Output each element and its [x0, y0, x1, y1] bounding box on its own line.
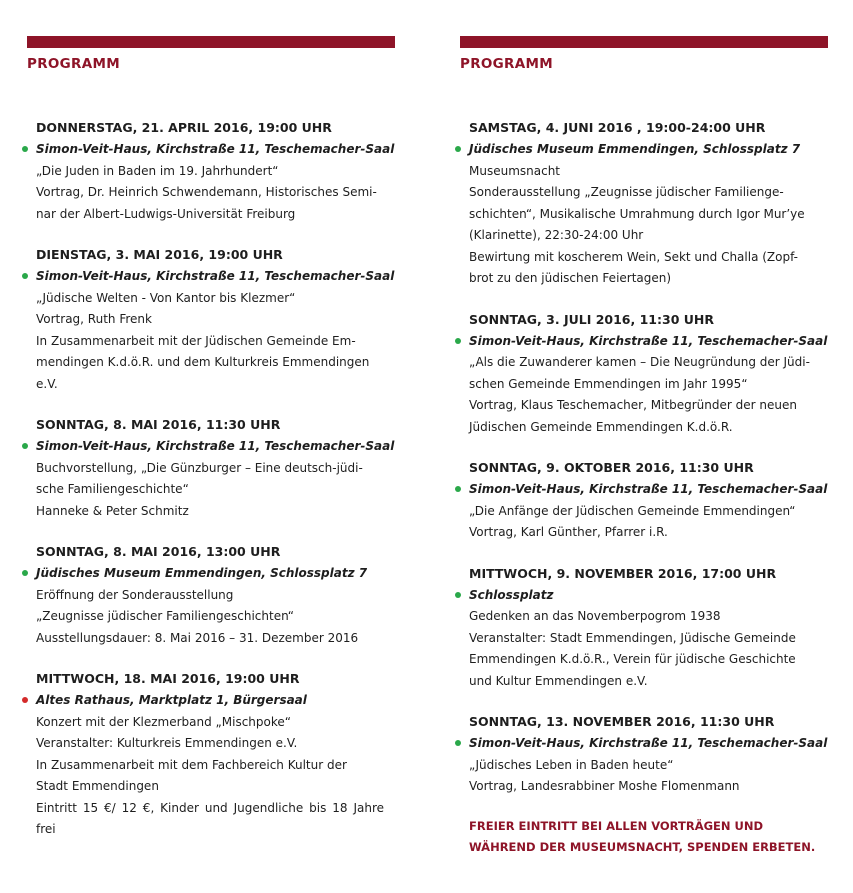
- event-description-line: Museumsnacht: [469, 163, 561, 178]
- event-venue-row: [469, 584, 817, 607]
- event-description-line: Stadt Emmendingen: [36, 779, 159, 793]
- event-description-line: „Zeugnisse jüdischer Familiengeschichten“: [36, 609, 295, 623]
- notice-line: FREIER EINTRITT BEI ALLEN VORTRÄGEN UND: [469, 818, 764, 833]
- event-description-line: und Kultur Emmendingen e.V.: [469, 673, 648, 688]
- event-description-line: Buchvorstellung, „Die Günzburger – Eine deutsch-jüdi-: [36, 460, 363, 475]
- event-entry: [36, 118, 395, 225]
- event-entry: [36, 245, 395, 395]
- event-venue-row: [36, 562, 384, 585]
- event-description-line: sche Familiengeschichte“: [36, 482, 189, 496]
- free-entry-notice: [469, 816, 817, 859]
- event-description-line: e.V.: [36, 376, 58, 391]
- event-date: SONNTAG, 3. JULI 2016, 11:30 UHR: [469, 311, 714, 327]
- bullet-dot-icon: [22, 443, 28, 449]
- bullet-dot-icon: [22, 146, 28, 152]
- program-column-left: [27, 36, 395, 861]
- event-description-line: Ausstellungsdauer: 8. Mai 2016 – 31. Dezember 2016: [36, 630, 359, 645]
- accent-bar: [460, 36, 828, 48]
- bullet-dot-icon: [455, 592, 461, 598]
- event-description-line: schen Gemeinde Emmendingen im Jahr 1995“: [469, 376, 748, 391]
- event-description-line: brot zu den jüdischen Feiertagen): [469, 271, 672, 285]
- bullet-dot-icon: [22, 273, 28, 279]
- event-description-line: (Klarinette), 22:30-24:00 Uhr: [469, 228, 644, 242]
- event-date: SONNTAG, 8. MAI 2016, 11:30 UHR: [36, 417, 281, 432]
- event-description-line: Vortrag, Landesrabbiner Moshe Flomenmann: [469, 779, 740, 793]
- event-list: [27, 118, 395, 841]
- event-date: DIENSTAG, 3. MAI 2016, 19:00 UHR: [36, 247, 283, 262]
- event-venue-row: [469, 732, 828, 755]
- column-heading: PROGRAMM: [27, 56, 120, 72]
- program-column-right: [460, 36, 828, 859]
- event-venue: Jüdisches Museum Emmendingen, Schlossplatz 7: [469, 142, 801, 156]
- column-heading: PROGRAMM: [460, 56, 553, 72]
- event-description-line: Eintritt 15 €/ 12 €, Kinder und Jugendliche bis 18 Jahre frei: [36, 800, 384, 836]
- event-description-line: „Die Anfänge der Jüdischen Gemeinde Emmendingen“: [469, 503, 796, 518]
- event-venue: Simon-Veit-Haus, Kirchstraße 11, Teschemacher-Saal: [469, 736, 828, 750]
- event-entry: [36, 542, 384, 649]
- event-description-line: Gedenken an das Novemberpogrom 1938: [469, 609, 721, 623]
- event-description-line: Emmendingen K.d.ö.R., Verein für jüdische Geschichte: [469, 652, 796, 666]
- event-description-line: Jüdischen Gemeinde Emmendingen K.d.ö.R.: [469, 419, 733, 434]
- event-description-line: In Zusammenarbeit mit der Jüdischen Gemeinde Em-: [36, 333, 356, 348]
- event-venue: Simon-Veit-Haus, Kirchstraße 11, Teschemacher-Saal: [36, 269, 395, 283]
- event-venue: Altes Rathaus, Marktplatz 1, Bürgersaal: [36, 693, 307, 707]
- event-description-line: „Die Juden in Baden im 19. Jahrhundert“: [36, 163, 279, 178]
- event-venue-row: [469, 330, 828, 353]
- event-venue-row: [469, 138, 817, 161]
- event-description-line: Vortrag, Karl Günther, Pfarrer i.R.: [469, 525, 668, 539]
- event-venue: Schlossplatz: [469, 587, 554, 602]
- event-list: [460, 118, 828, 859]
- bullet-dot-icon: [455, 740, 461, 746]
- event-entry: [469, 310, 828, 439]
- event-venue: Simon-Veit-Haus, Kirchstraße 11, Teschemacher-Saal: [36, 142, 395, 156]
- event-venue: Jüdisches Museum Emmendingen, Schlossplatz 7: [36, 566, 368, 580]
- event-date: SONNTAG, 13. NOVEMBER 2016, 11:30 UHR: [469, 714, 775, 729]
- event-description-line: nar der Albert-Ludwigs-Universität Freiburg: [36, 206, 296, 221]
- event-entry: [36, 415, 395, 522]
- bullet-dot-icon: [455, 146, 461, 152]
- event-description-line: „Als die Zuwanderer kamen – Die Neugründung der Jüdi-: [469, 355, 810, 369]
- bullet-dot-icon: [22, 570, 28, 576]
- bullet-dot-icon: [455, 486, 461, 492]
- event-description-line: Vortrag, Ruth Frenk: [36, 312, 152, 326]
- event-description-line: schichten“, Musikalische Umrahmung durch Igor Mur’ye: [469, 206, 805, 221]
- event-venue: Simon-Veit-Haus, Kirchstraße 11, Teschemacher-Saal: [469, 333, 828, 348]
- notice-line: WÄHREND DER MUSEUMSNACHT, SPENDEN ERBETEN.: [469, 840, 816, 854]
- event-date: SONNTAG, 8. MAI 2016, 13:00 UHR: [36, 544, 281, 559]
- event-entry: [469, 712, 828, 798]
- event-venue-row: [469, 478, 828, 501]
- event-description-line: Hanneke & Peter Schmitz: [36, 503, 189, 518]
- event-venue-row: [36, 138, 395, 161]
- event-description-line: Veranstalter: Stadt Emmendingen, Jüdische Gemeinde: [469, 630, 796, 645]
- event-date: SONNTAG, 9. OKTOBER 2016, 11:30 UHR: [469, 460, 754, 475]
- event-description-line: mendingen K.d.ö.R. und dem Kulturkreis Emmendingen: [36, 355, 370, 369]
- event-description-line: Eröffnung der Sonderausstellung: [36, 587, 234, 602]
- event-description-line: Veranstalter: Kulturkreis Emmendingen e.V.: [36, 736, 298, 750]
- bullet-dot-icon: [455, 338, 461, 344]
- event-description-line: „Jüdische Welten - Von Kantor bis Klezmer“: [36, 290, 296, 305]
- event-venue-row: [36, 435, 395, 458]
- event-venue: Simon-Veit-Haus, Kirchstraße 11, Teschemacher-Saal: [469, 482, 828, 496]
- event-date: MITTWOCH, 9. NOVEMBER 2016, 17:00 UHR: [469, 565, 777, 581]
- event-entry: [36, 669, 384, 841]
- event-description-line: Bewirtung mit koscherem Wein, Sekt und Challa (Zopf-: [469, 249, 799, 264]
- event-entry: [469, 118, 817, 290]
- bullet-dot-icon: [22, 697, 28, 703]
- event-venue: Simon-Veit-Haus, Kirchstraße 11, Teschemacher-Saal: [36, 439, 395, 453]
- event-date: MITTWOCH, 18. MAI 2016, 19:00 UHR: [36, 671, 300, 686]
- event-description-line: In Zusammenarbeit mit dem Fachbereich Kultur der: [36, 757, 347, 772]
- event-entry: [469, 564, 817, 693]
- event-venue-row: [36, 265, 395, 288]
- event-description-line: Vortrag, Dr. Heinrich Schwendemann, Historisches Semi-: [36, 185, 377, 199]
- event-description-line: Konzert mit der Klezmerband „Mischpoke“: [36, 714, 291, 729]
- event-description-line: Sonderausstellung „Zeugnisse jüdischer Familienge-: [469, 185, 784, 199]
- event-entry: [469, 458, 828, 544]
- event-date: SAMSTAG, 4. JUNI 2016 , 19:00-24:00 UHR: [469, 120, 766, 135]
- event-description-line: Vortrag, Klaus Teschemacher, Mitbegründer der neuen: [469, 398, 797, 412]
- event-date: DONNERSTAG, 21. APRIL 2016, 19:00 UHR: [36, 120, 332, 135]
- event-description-line: „Jüdisches Leben in Baden heute“: [469, 757, 674, 772]
- event-venue-row: [36, 689, 384, 712]
- accent-bar: [27, 36, 395, 48]
